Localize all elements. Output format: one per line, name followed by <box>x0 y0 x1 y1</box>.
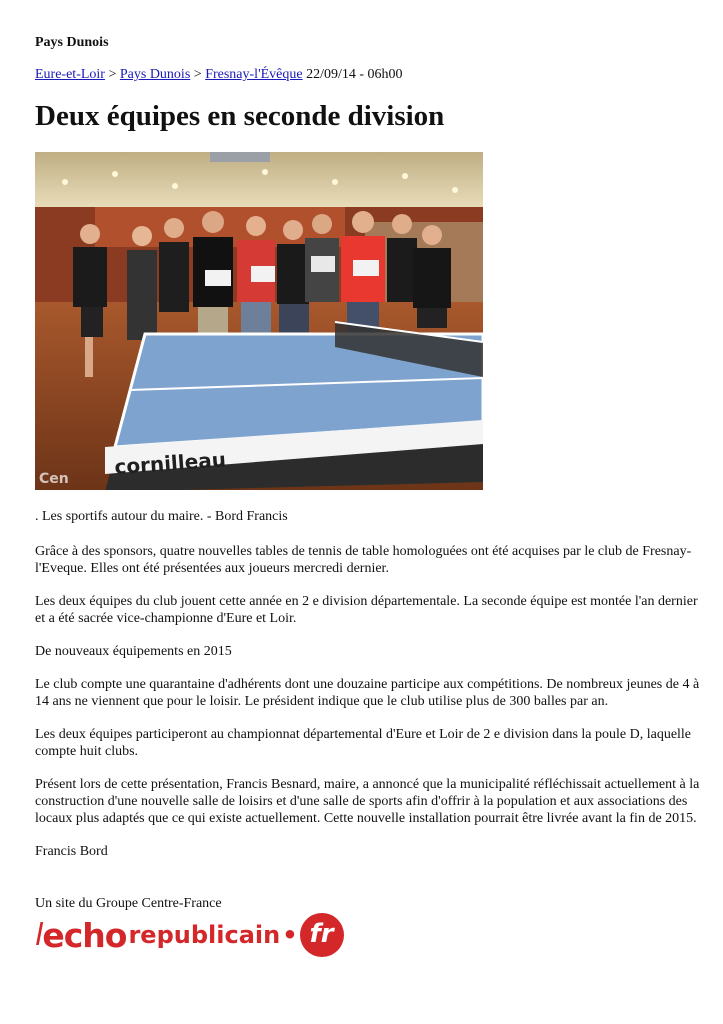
breadcrumb <box>35 67 403 83</box>
article-photo <box>35 152 483 490</box>
article-title: Deux équipes en seconde division <box>35 100 445 132</box>
section-title: Pays Dunois <box>35 35 109 50</box>
logo-republicain: republicain <box>128 921 281 949</box>
logo-echo: echo <box>42 915 127 955</box>
breadcrumb-link-eure-et-loir[interactable]: Eure-et-Loir <box>35 67 105 82</box>
article-author: Francis Bord <box>35 844 108 859</box>
article-date: 22/09/14 - 06h00 <box>306 67 403 82</box>
logo-dot: • <box>282 921 298 949</box>
article-paragraph: Les deux équipes du club jouent cette année en 2 e division départementale. La seconde équipe est montée l'an dernier et a été sacrée vice-championne d'Eure et Loir. <box>35 594 698 626</box>
logo-fr-badge: fr <box>300 913 344 957</box>
photo-caption: . Les sportifs autour du maire. - Bord Francis <box>35 509 288 524</box>
article-body <box>35 543 700 876</box>
breadcrumb-separator: > <box>193 67 202 82</box>
table-brand-text: cornilleau <box>113 447 227 479</box>
article-paragraph: Grâce à des sponsors, quatre nouvelles tables de tennis de table homologuées ont été acquises par le club de Fresnay-l'Eveque. Elles ont été présentées aux joueurs mercredi dernier. <box>35 544 692 576</box>
breadcrumb-link-fresnay[interactable]: Fresnay-l'Évêque <box>205 67 303 82</box>
article-paragraph: Le club compte une quarantaine d'adhérents dont une douzaine participe aux compétitions. De nombreux jeunes de 4 à 14 ans ne viennent que pour le loisir. Le président indique que le club utilise plus de 300 balles par an. <box>35 677 700 709</box>
article-paragraph: Présent lors de cette présentation, Francis Besnard, maire, a annoncé que la municipalité réfléchissait actuellement à la construction d'une nouvelle salle de loisirs et d'une salle de sports afin d'offrir à la population et aux associations des locaux plus adaptés que ce qui existe actuellement. Cette nouvelle installation pourrait être livrée avant la fin de 2015. <box>35 777 700 826</box>
logo-l: l <box>35 917 43 953</box>
photo-watermark-text: Cen <box>39 471 69 487</box>
photo-people-table-tennis-icon <box>35 152 483 490</box>
article-subheading: De nouveaux équipements en 2015 <box>35 644 232 659</box>
article-paragraph: Les deux équipes participeront au championnat départemental d'Eure et Loir de 2 e division dans la poule D, laquelle compte huit clubs. <box>35 727 692 759</box>
breadcrumb-link-pays-dunois[interactable]: Pays Dunois <box>119 67 191 82</box>
echo-republicain-logo[interactable] <box>35 911 344 959</box>
breadcrumb-separator: > <box>108 67 117 82</box>
footer-group-text: Un site du Groupe Centre-France <box>35 896 222 911</box>
